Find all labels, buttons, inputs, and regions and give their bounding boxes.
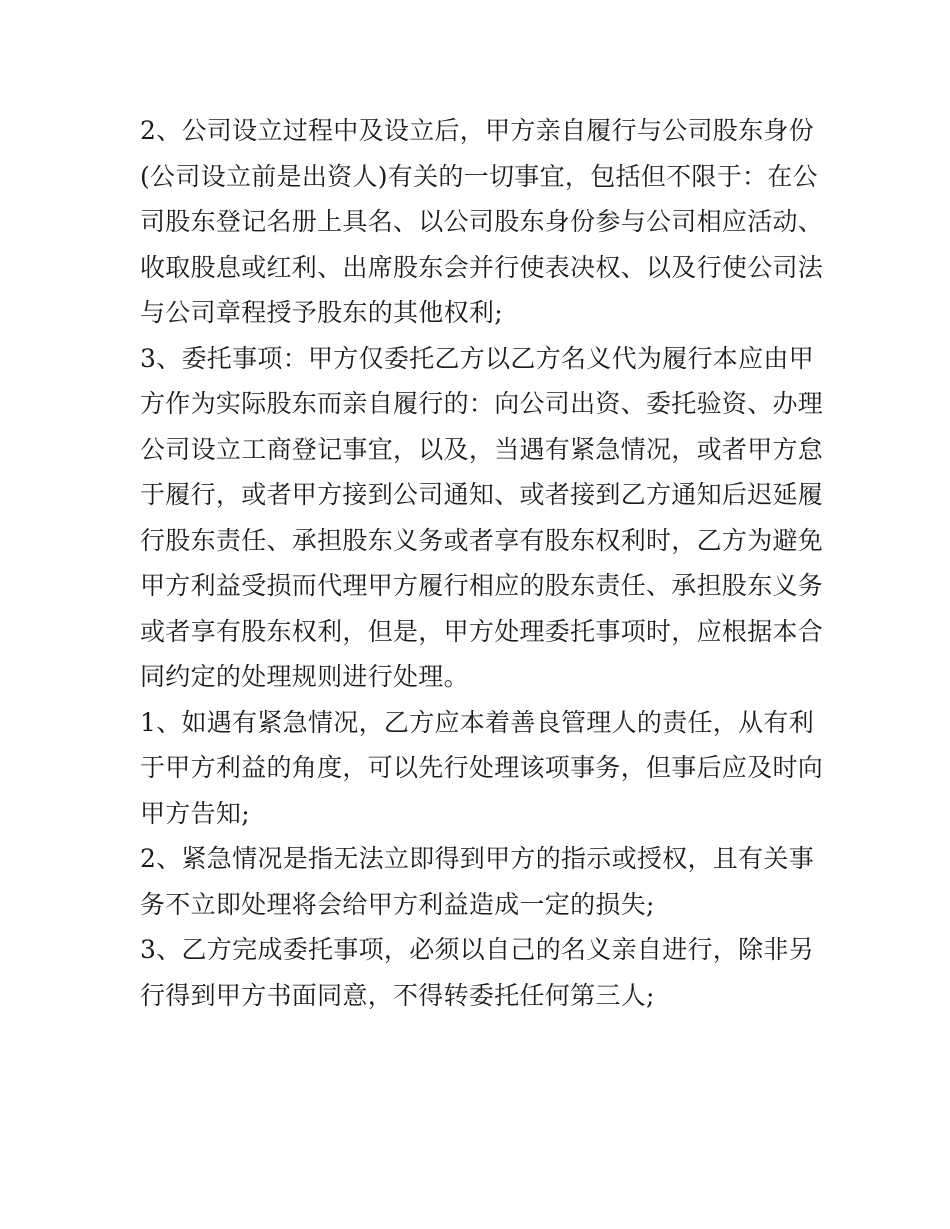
text-line: 司股东登记名册上具名、以公司股东身份参与公司相应活动、: [140, 207, 824, 236]
text-line: 2、紧急情况是指无法立即得到甲方的指示或授权，且有关事: [140, 844, 815, 873]
text-line: 1、如遇有紧急情况，乙方应本着善良管理人的责任，从有利: [140, 707, 815, 737]
text-line: 公司设立工商登记事宜，以及，当遇有紧急情况，或者甲方怠: [140, 434, 824, 464]
text-line: 于履行，或者甲方接到公司通知、或者接到乙方通知后迟延履: [140, 480, 824, 509]
text-line: 方作为实际股东而亲自履行的：向公司出资、委托验资、办理: [140, 389, 824, 418]
text-line: 同约定的处理规则进行处理。: [140, 662, 469, 691]
text-line: 3、乙方完成委托事项，必须以自己的名义亲自进行，除非另: [140, 935, 815, 964]
text-line: 务不立即处理将会给甲方利益造成一定的损失;: [140, 889, 655, 919]
text-line: 与公司章程授予股东的其他权利;: [140, 298, 503, 327]
text-line: (公司设立前是出资人)有关的一切事宜，包括但不限于：在公: [140, 161, 818, 191]
text-line: 行股东责任、承担股东义务或者享有股东权利时，乙方为避免: [140, 525, 824, 555]
text-line: 3、委托事项：甲方仅委托乙方以乙方名义代为履行本应由甲: [140, 343, 815, 373]
text-line: 2、公司设立过程中及设立后，甲方亲自履行与公司股东身份: [140, 116, 815, 145]
text-line: 甲方利益受损而代理甲方履行相应的股东责任、承担股东义务: [140, 571, 824, 600]
document-body: [140, 108, 830, 1018]
text-line: 甲方告知;: [140, 798, 250, 828]
text-line: 行得到甲方书面同意，不得转委托任何第三人;: [140, 980, 655, 1010]
text-line: 于甲方利益的角度，可以先行处理该项事务，但事后应及时向: [140, 753, 824, 782]
text-line: 或者享有股东权利，但是，甲方处理委托事项时，应根据本合: [140, 616, 824, 646]
text-line: 收取股息或红利、出席股东会并行使表决权、以及行使公司法: [140, 252, 824, 282]
